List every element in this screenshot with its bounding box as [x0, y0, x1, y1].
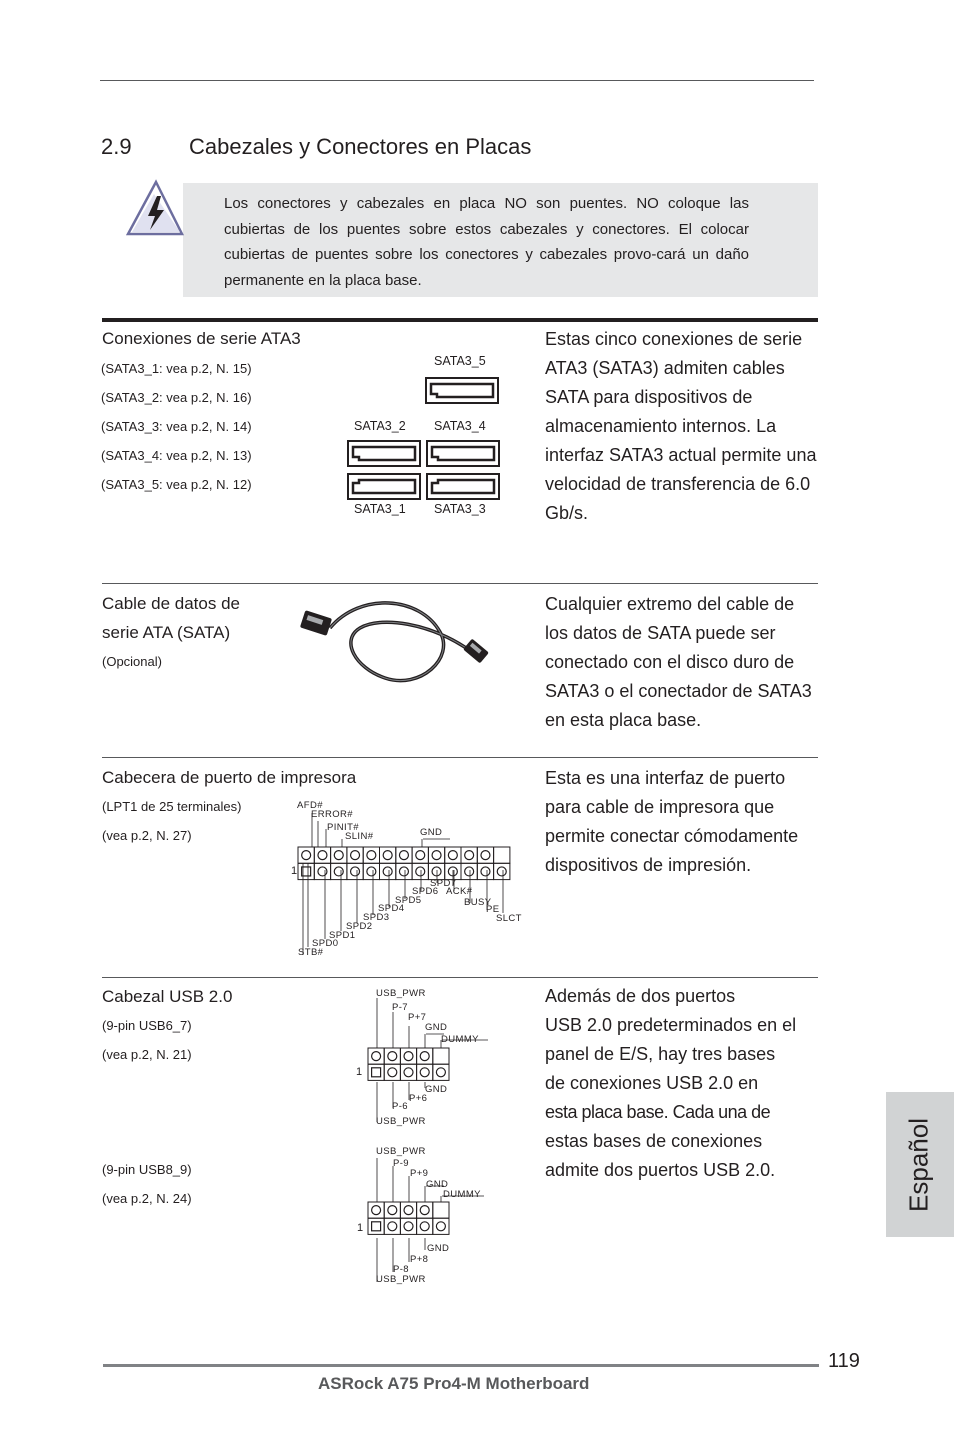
pin	[372, 1222, 381, 1231]
printer-description: Esta es una interfaz de puerto para cable de impresora que permite conectar cómodamente dispositivos de impresión.	[545, 768, 799, 875]
pin-cell	[400, 1064, 416, 1080]
pin	[416, 867, 425, 876]
pin	[481, 851, 490, 860]
sata-ref-1: (SATA3_1: vea p.2, N. 15)	[101, 361, 252, 376]
pin	[388, 1206, 397, 1215]
pin-cell	[400, 1218, 416, 1234]
footer-rule	[103, 1364, 819, 1367]
pin	[318, 851, 327, 860]
pin-cell	[331, 847, 347, 863]
pin	[351, 851, 360, 860]
pin	[465, 851, 474, 860]
pin-cell	[417, 1048, 433, 1064]
lpt-busy-label: BUSY	[464, 897, 492, 908]
pin	[351, 867, 360, 876]
usb89-pwr-bot-label: USB_PWR	[376, 1274, 426, 1285]
usb-desc-line: Además de dos puertos	[545, 986, 736, 1006]
pin-cell	[363, 847, 379, 863]
sata3-3-connector	[426, 473, 500, 500]
language-tab-label: Español	[903, 1118, 934, 1212]
lpt-error-label: ERROR#	[311, 809, 353, 820]
pin	[367, 851, 376, 860]
pin	[432, 867, 441, 876]
pin-cell	[494, 847, 510, 863]
pin	[416, 851, 425, 860]
sata3-4-connector	[426, 440, 500, 467]
pin	[497, 867, 506, 876]
pin-cell	[368, 1048, 384, 1064]
usb89-sub2: (vea p.2, N. 24)	[102, 1191, 192, 1206]
pin-cell	[384, 1202, 400, 1218]
lpt-pinit-label: PINIT#	[327, 822, 359, 833]
lpt-pin1-marker: 1	[291, 865, 298, 877]
pin	[399, 851, 408, 860]
pin	[420, 1206, 429, 1215]
usb-desc-line: panel de E/S, hay tres bases	[545, 1044, 776, 1064]
pin	[388, 1068, 397, 1077]
sata3-4-label: SATA3_4	[434, 419, 486, 433]
sata3-5-connector	[425, 377, 499, 404]
pin-cell	[298, 847, 314, 863]
pin-cell	[445, 847, 461, 863]
pin	[420, 1222, 429, 1231]
cable-description: Cualquier extremo del cable de los datos de SATA puede ser conectado con el disco duro de SATA3 o el conectador de SATA3 en esta placa base.	[545, 594, 812, 730]
pin-cell	[368, 1064, 384, 1080]
pin	[318, 867, 327, 876]
pin-cell	[412, 847, 428, 863]
usb67-sub2: (vea p.2, N. 21)	[102, 1047, 192, 1062]
pin-cell	[380, 863, 396, 879]
lpt-spd2-label: SPD2	[346, 921, 373, 932]
pin-cell	[314, 863, 330, 879]
pin	[448, 851, 457, 860]
lpt-afd-label: AFD#	[297, 800, 323, 811]
pin-cell	[428, 847, 444, 863]
top-rule	[100, 80, 814, 81]
usb89-sub1: (9-pin USB8_9)	[102, 1162, 192, 1177]
lpt-spd1-label: SPD1	[329, 930, 356, 941]
printer-sub1: (LPT1 de 25 terminales)	[102, 799, 242, 814]
cable-title-line2: serie ATA (SATA)	[102, 623, 231, 642]
usb67-sub1: (9-pin USB6_7)	[102, 1018, 192, 1033]
lpt-spd0-label: SPD0	[312, 938, 339, 949]
sata-ref-2: (SATA3_2: vea p.2, N. 16)	[101, 390, 252, 405]
pin-cell	[314, 847, 330, 863]
pin-cell	[417, 1218, 433, 1234]
sata3-1-label: SATA3_1	[354, 502, 406, 516]
pin-cell	[380, 847, 396, 863]
pin-cell	[331, 863, 347, 879]
cable-note: (Opcional)	[102, 654, 162, 669]
pin	[420, 1052, 429, 1061]
usb89-pminus-bot-label: P-8	[393, 1264, 409, 1275]
pin	[383, 851, 392, 860]
pin-cell	[417, 1064, 433, 1080]
usb-desc-line: esta placa base. Cada una de	[545, 1102, 771, 1122]
sata3-3-label: SATA3_3	[434, 502, 486, 516]
pin	[388, 1222, 397, 1231]
sata3-2-label: SATA3_2	[354, 419, 406, 433]
sata-cable-illustration	[300, 600, 490, 690]
usb89-pplus-label: P+9	[410, 1168, 429, 1179]
sata-ref-5: (SATA3_5: vea p.2, N. 12)	[101, 477, 252, 492]
usb89-gnd-top-label: GND	[426, 1179, 449, 1190]
pin	[436, 1222, 445, 1231]
pin-cell	[400, 1048, 416, 1064]
printer-sub2: (vea p.2, N. 27)	[102, 828, 192, 843]
pin-cell	[384, 1218, 400, 1234]
sata3-1-connector	[347, 473, 421, 500]
usb89-pplus-bot-label: P+8	[410, 1254, 429, 1265]
pin-cell	[417, 1202, 433, 1218]
pin-cell	[477, 847, 493, 863]
footer-title: ASRock A75 Pro4-M Motherboard	[318, 1374, 590, 1393]
printer-title: Cabecera de puerto de impresora	[102, 768, 357, 787]
usb67-pwr-top-label: USB_PWR	[376, 988, 426, 999]
lpt-pe-label: PE	[486, 904, 500, 915]
sata-ref-4: (SATA3_4: vea p.2, N. 13)	[101, 448, 252, 463]
pin-cell	[433, 1218, 449, 1234]
usb-desc-line: de conexiones USB 2.0 en	[545, 1073, 759, 1093]
usb-title: Cabezal USB 2.0	[102, 987, 233, 1006]
usb89-pwr-top-label: USB_PWR	[376, 1146, 426, 1157]
row-divider	[102, 977, 818, 978]
pin	[465, 867, 474, 876]
lpt-gnd-label: GND	[420, 827, 443, 838]
usb89-pminus-label: P-9	[393, 1158, 409, 1169]
pin-cell	[477, 863, 493, 879]
usb89-gnd-bot-label: GND	[427, 1243, 450, 1254]
warning-lightning-icon	[124, 180, 184, 236]
usb67-pplus-label: P+7	[408, 1012, 427, 1023]
row-divider	[102, 583, 818, 584]
pin	[432, 851, 441, 860]
pin-cell	[433, 1202, 449, 1218]
usb-description	[545, 982, 825, 1185]
lpt-ack-label: ACK#	[446, 886, 473, 897]
row-divider	[102, 757, 818, 758]
pin	[372, 1068, 381, 1077]
pin	[404, 1052, 413, 1061]
pin-cell	[368, 1202, 384, 1218]
usb67-pin1-marker: 1	[356, 1066, 363, 1078]
pin-cell	[298, 863, 314, 879]
cable-title-line1: Cable de datos de	[102, 594, 240, 613]
pin	[404, 1206, 413, 1215]
usb89-pin1-marker: 1	[357, 1222, 364, 1234]
usb67-pplus-bot-label: P+6	[409, 1093, 428, 1104]
usb67-pminus-label: P-7	[392, 1002, 408, 1013]
pin	[302, 851, 311, 860]
lpt-spd5-label: SPD5	[395, 895, 422, 906]
page-number: 119	[828, 1350, 860, 1372]
usb67-gnd-bot-label: GND	[425, 1084, 448, 1095]
pin-cell	[461, 847, 477, 863]
warning-text: Los conectores y cabezales en placa NO son puentes. NO coloque las cubiertas de los puentes sobre estos cabezales y conectores. El colocar cubiertas de puentes sobre los conectores y cabezales provo-cará un daño permanente en la placa base.	[224, 195, 749, 289]
sata-description: Estas cinco conexiones de serie ATA3 (SATA3) admiten cables SATA para dispositivos de almacenamiento internos. La interfaz SATA3 actual permite una velocidad de transferencia de 6.0 Gb/s.	[545, 329, 817, 523]
pin	[436, 1068, 445, 1077]
usb67-dummy-label: DUMMY	[441, 1034, 479, 1045]
usb67-gnd-top-label: GND	[425, 1022, 448, 1033]
pin-cell	[396, 863, 412, 879]
lpt-spd4-label: SPD4	[378, 903, 405, 914]
pin-cell	[433, 1048, 449, 1064]
pin	[399, 867, 408, 876]
usb67-pwr-bot-label: USB_PWR	[376, 1116, 426, 1127]
usb67-pminus-bot-label: P-6	[392, 1101, 408, 1112]
sata3-2-connector	[347, 440, 421, 467]
lpt-spd3-label: SPD3	[363, 912, 390, 923]
pin-cell	[494, 863, 510, 879]
pin	[372, 1206, 381, 1215]
section-number: 2.9	[101, 134, 132, 159]
pin-cell	[396, 847, 412, 863]
pin	[334, 851, 343, 860]
pin-cell	[363, 863, 379, 879]
pin-cell	[433, 1064, 449, 1080]
lpt-slin-label: SLIN#	[345, 831, 374, 842]
pin-cell	[384, 1064, 400, 1080]
lpt-slct-label: SLCT	[496, 913, 522, 924]
pin-cell	[412, 863, 428, 879]
pin	[420, 1068, 429, 1077]
pin	[404, 1068, 413, 1077]
pin	[334, 867, 343, 876]
sata-title: Conexiones de serie ATA3	[102, 329, 301, 348]
usb-desc-line: admite dos puertos USB 2.0.	[545, 1160, 776, 1180]
usb-desc-line: USB 2.0 predeterminados en el	[545, 1015, 797, 1035]
pin	[367, 867, 376, 876]
pin	[372, 1052, 381, 1061]
pin-cell	[347, 863, 363, 879]
section-title: Cabezales y Conectores en Placas	[189, 134, 532, 159]
section-divider	[102, 318, 818, 322]
pin	[481, 867, 490, 876]
pin-cell	[400, 1202, 416, 1218]
usb-desc-line: estas bases de conexiones	[545, 1131, 763, 1151]
sata-ref-3: (SATA3_3: vea p.2, N. 14)	[101, 419, 252, 434]
sata3-5-label: SATA3_5	[434, 354, 486, 368]
pin-cell	[368, 1218, 384, 1234]
lpt-spd7-label: SPD7	[430, 878, 457, 889]
lpt-stb-label: STB#	[298, 947, 324, 958]
pin	[388, 1052, 397, 1061]
lpt-spd6-label: SPD6	[412, 886, 439, 897]
pin	[383, 867, 392, 876]
usb89-dummy-label: DUMMY	[443, 1189, 481, 1200]
pin-cell	[384, 1048, 400, 1064]
pin	[404, 1222, 413, 1231]
pin-cell	[461, 863, 477, 879]
pin-cell	[347, 847, 363, 863]
